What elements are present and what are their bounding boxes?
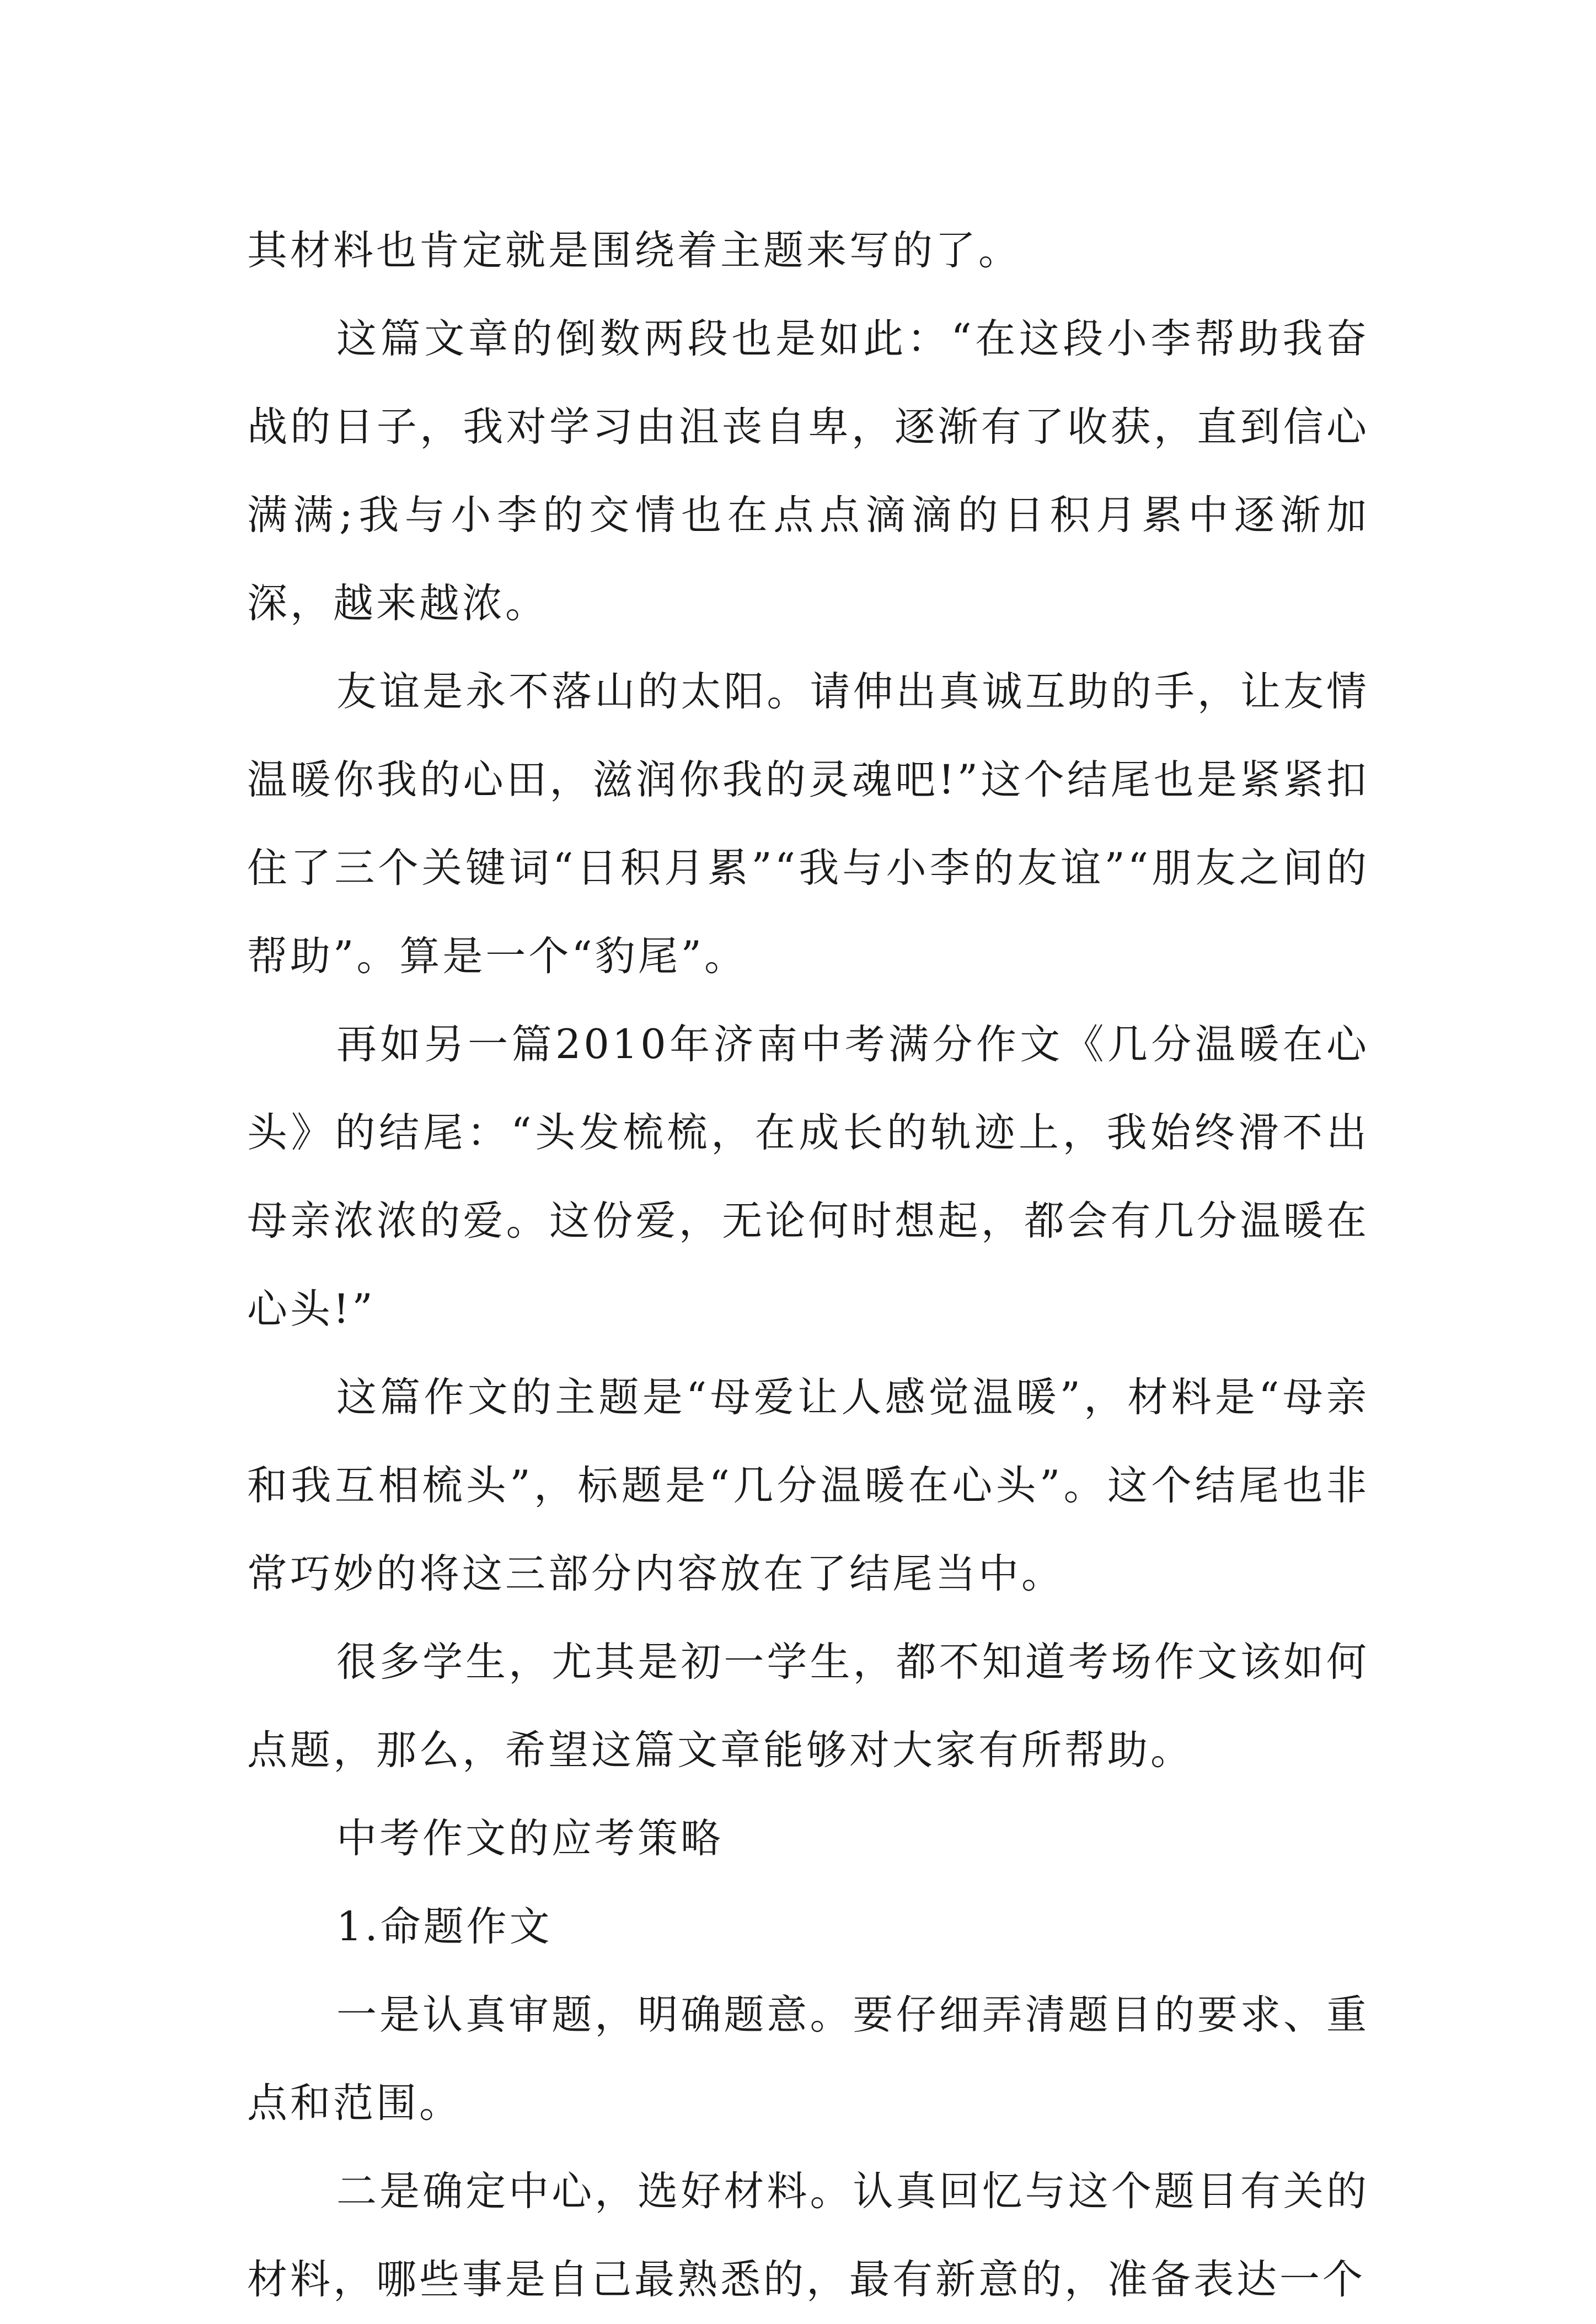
paragraph-8: 二是确定中心，选好材料。认真回忆与这个题目有关的材料，哪些事是自己最熟悉的，最有新意的，准备表达一个	[247, 2168, 1369, 2303]
paragraph-2: 这篇文章的倒数两段也是如此：“在这段小李帮助我奋战的日子，我对学习由沮丧自卑，逐渐有了收获，直到信心满满;我与小李的交情也在点点滴滴的日积月累中逐渐加深，越来越浓。	[247, 315, 1369, 627]
paragraph-7: 一是认真审题，明确题意。要仔细弄清题目的要求、重点和范围。	[247, 1992, 1369, 2127]
paragraph-6: 很多学生，尤其是初一学生，都不知道考场作文该如何点题，那么，希望这篇文章能够对大家有所帮助。	[247, 1639, 1369, 1774]
paragraph-1: 其材料也肯定就是围绕着主题来写的了。	[247, 227, 1021, 274]
paragraph-3: 友谊是永不落山的太阳。请伸出真诚互助的手，让友情温暖你我的心田，滋润你我的灵魂吧!”这个结尾也是紧紧扣住了三个关键词“日积月累”“我与小李的友谊”“朋友之间的帮助”。算是一个“豹尾”。	[247, 668, 1369, 980]
subsection-heading: 1.命题作文	[336, 1903, 553, 1950]
section-heading: 中考作文的应考策略	[336, 1815, 724, 1862]
paragraph-4: 再如另一篇2010年济南中考满分作文《几分温暖在心头》的结尾：“头发梳梳，在成长的轨迹上，我始终滑不出母亲浓浓的爱。这份爱，无论何时想起，都会有几分温暖在心头!”	[247, 1021, 1369, 1333]
paragraph-5: 这篇作文的主题是“母爱让人感觉温暖”，材料是“母亲和我互相梳头”，标题是“几分温暖在心头”。这个结尾也非常巧妙的将这三部分内容放在了结尾当中。	[247, 1374, 1369, 1597]
document-body	[247, 207, 1369, 2324]
